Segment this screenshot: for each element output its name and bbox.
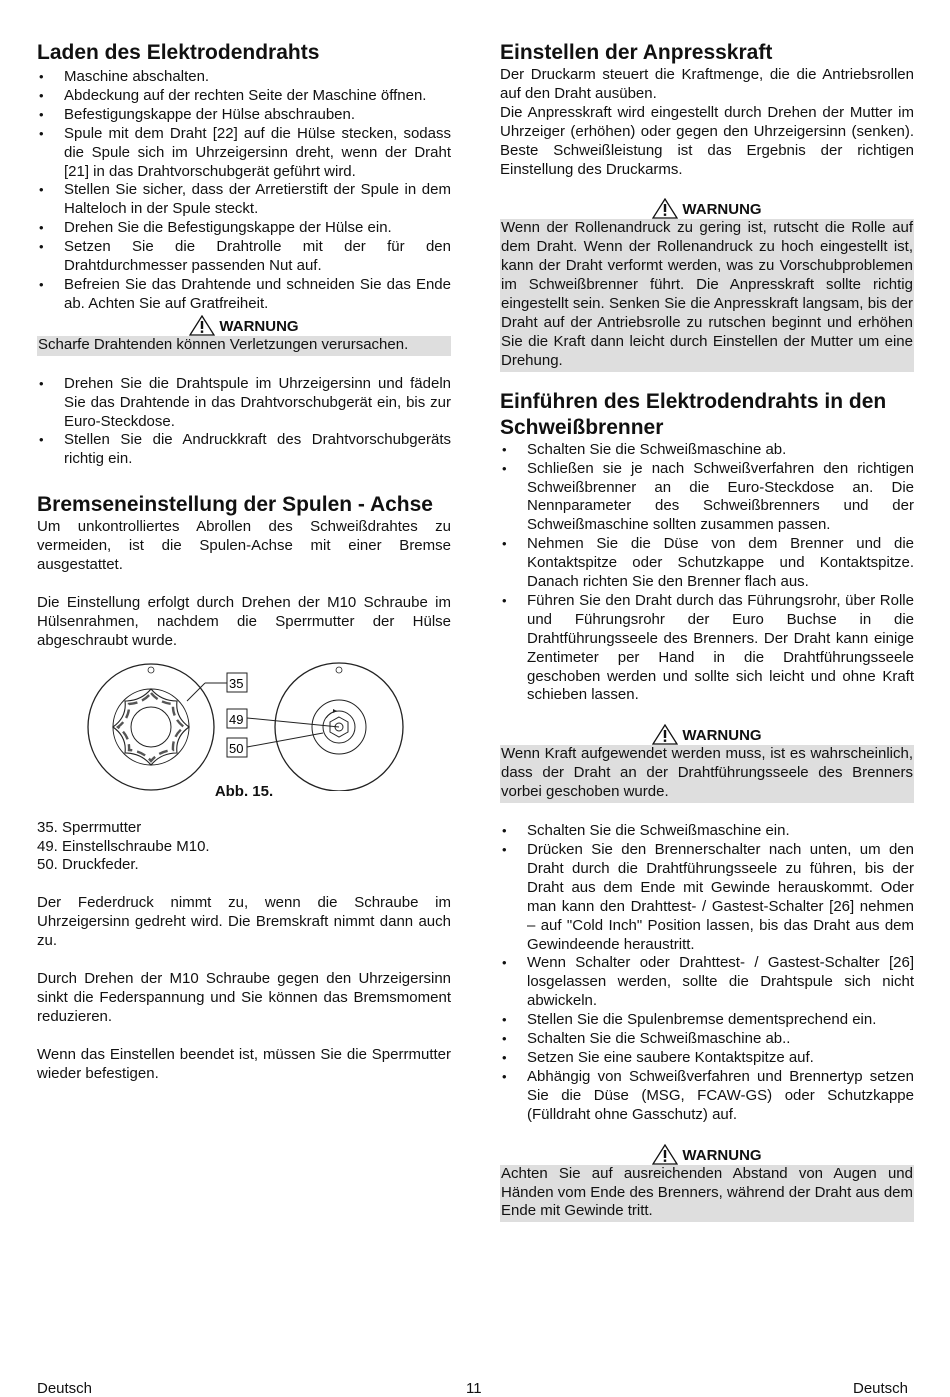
list-item: • Spule mit dem Draht [22] auf die Hülse stecken, sodass die Spule sich im Uhrzeigersinn dreht, wenn der Draht [21] in das Drahtvorschubgerät geführt wird. — [37, 125, 451, 182]
spool-brake-diagram — [37, 661, 451, 791]
list-item: • Führen Sie den Draht durch das Führungsrohr, über Rolle und Führungsrohr der Euro Buchse in die Drahtführungsseele des Brenners. Der Draht kann einige Zentimeter per Hand in die Drahtführungsseele geschoben werden und sollte sich leicht und ohne Kraft schieben lassen. — [500, 592, 914, 705]
paragraph: Die Einstellung erfolgt durch Drehen der M10 Schraube im Hülsenrahmen, nachdem die Sperrmutter der Hülse abgeschraubt wurde. — [37, 593, 451, 649]
figure-caption: Abb. 15. — [214, 782, 274, 800]
left-column — [37, 40, 451, 1084]
paragraph: Der Federdruck nimmt zu, wenn die Schraube im Uhrzeigersinn gedreht wird. Die Bremskraft nimmt dann auch zu. — [37, 894, 451, 950]
paragraph: Die Anpresskraft wird eingestellt durch Drehen der Mutter im Uhrzeiger (erhöhen) oder gegen den Uhrzeigersinn (senken). Beste Schweißleistung ist das Ergebnis der richtigen Einstellung des Druckarms. — [500, 103, 914, 178]
loading-steps-list-2 — [37, 375, 451, 470]
figure-spool-brake — [37, 661, 451, 791]
list-item: • Schalten Sie die Schweißmaschine ab.. — [500, 1030, 914, 1049]
footer-language-left: Deutsch — [37, 1380, 93, 1397]
heading-loading-wire: Laden des Elektrodendrahts — [37, 41, 320, 64]
warning-box: Scharfe Drahtenden können Verletzungen verursachen. — [37, 336, 451, 356]
list-item: • Wenn Schalter oder Drahttest- / Gastest-Schalter [26] losgelassen werden, sollte die Drahtspule sich nicht abwickeln. — [500, 954, 914, 1011]
warning-box: Achten Sie auf ausreichenden Abstand von Augen und Händen vom Ende des Brenners, während der Draht aus dem Ende mit Gewinde tritt. — [500, 1165, 914, 1223]
list-item: • Befestigungskappe der Hülse abschrauben. — [37, 106, 451, 125]
list-item: • Stellen Sie die Andruckkraft des Drahtvorschubgeräts richtig ein. — [37, 431, 451, 469]
list-item: • Setzen Sie die Drahtrolle mit der für den Drahtdurchmesser passenden Nut auf. — [37, 238, 451, 276]
list-item: • Drehen Sie die Befestigungskappe der Hülse ein. — [37, 219, 451, 238]
list-item: • Abhängig von Schweißverfahren und Brennertyp setzen Sie die Düse (MSG, FCAW-GS) oder Schutzkappe (Fülldraht ohne Gasschutz) auf. — [500, 1068, 914, 1125]
right-column — [500, 40, 914, 1222]
footer-language-right: Deutsch — [853, 1380, 909, 1397]
list-item: • Schalten Sie die Schweißmaschine ab. — [500, 441, 914, 460]
warning-label: WARNUNG — [682, 1146, 762, 1164]
list-item: • Stellen Sie die Spulenbremse dementsprechend ein. — [500, 1011, 914, 1030]
list-item: • Nehmen Sie die Düse von dem Brenner und die Kontaktspitze oder Schutzkappe und Kontaktspitze. Danach richten Sie den Brenner flach aus. — [500, 535, 914, 592]
figure-label-35: 35 — [229, 675, 244, 691]
list-item: • Drücken Sie den Brennerschalter nach unten, um den Draht durch die Drahtführungsseele zu führen, bis der Draht aus dem Ende mit Gewinde herauskommt. Oder man kann den Drahttest- / Gastest-Schalter [26] nehmen – auf "Cold Inch" Position lassen, bis das Draht aus dem Gewindeende heraustritt. — [500, 841, 914, 954]
warning-heading — [37, 314, 451, 336]
warning-box: Wenn Kraft aufgewendet werden muss, ist es wahrscheinlich, dass der Draht an der Drahtführungsseele des Brenners vorbei geschoben wurde. — [500, 745, 914, 803]
figure-label-49: 49 — [229, 711, 244, 727]
warning-heading — [500, 1143, 914, 1165]
warning-heading — [500, 723, 914, 745]
legend-item: 35. Sperrmutter — [37, 818, 142, 836]
list-item: • Schließen sie je nach Schweißverfahren den richtigen Schweißbrenner an die Euro-Steckdose an. Die Nennparameter des Schweißbrenners und der Schweißmaschine sollten zusammen passen. — [500, 460, 914, 536]
list-item: • Drehen Sie die Drahtspule im Uhrzeigersinn und fädeln Sie das Drahtende in das Drahtvorschubgerät ein, bis zur Euro-Steckdose. — [37, 375, 451, 432]
legend-item: 50. Druckfeder. — [37, 856, 139, 874]
warning-label: WARNUNG — [682, 201, 762, 219]
warning-triangle-icon — [189, 315, 215, 336]
figure-label-50: 50 — [229, 740, 244, 756]
warning-heading — [500, 197, 914, 219]
insert-steps-list — [500, 441, 914, 706]
warning-triangle-icon — [652, 724, 678, 745]
warning-triangle-icon — [652, 1144, 678, 1165]
page-number: 11 — [466, 1380, 482, 1397]
warning-box: Wenn der Rollenandruck zu gering ist, rutscht die Rolle auf dem Draht. Wenn der Rollenandruck zu hoch eingestellt ist, kann der Draht verformt werden, was zu Vorschubproblemen im Schweißbrenner führt. Die Anpresskraft sollte richtig eingestellt sein. Senken Sie die Anpresskraft langsam, bis der Draht auf der Antriebsrolle zu rutschen beginnt und erhöhen Sie die Kraft dann leicht durch Einstellen der Mutter um eine Drehung. — [500, 219, 914, 371]
heading-pressure-setting: Einstellen der Anpresskraft — [500, 41, 773, 64]
heading-insert-wire: Einführen des Elektrodendrahts in den Schweißbrenner — [500, 389, 887, 439]
list-item: • Maschine abschalten. — [37, 68, 451, 87]
legend-item: 49. Einstellschraube M10. — [37, 837, 210, 855]
paragraph: Der Druckarm steuert die Kraftmenge, die die Antriebsrollen auf den Draht ausüben. — [500, 66, 914, 102]
list-item: • Setzen Sie eine saubere Kontaktspitze auf. — [500, 1049, 914, 1068]
warning-label: WARNUNG — [682, 727, 762, 745]
paragraph: Wenn das Einstellen beendet ist, müssen Sie die Sperrmutter wieder befestigen. — [37, 1045, 451, 1082]
list-item: • Abdeckung auf der rechten Seite der Maschine öffnen. — [37, 87, 451, 106]
paragraph: Um unkontrolliertes Abrollen des Schweißdrahtes zu vermeiden, ist die Spulen-Achse mit einer Bremse ausgestattet. — [37, 518, 451, 574]
figure-legend — [37, 819, 451, 876]
loading-steps-list — [37, 68, 451, 314]
insert-steps-list-2 — [500, 822, 914, 1125]
list-item: • Schalten Sie die Schweißmaschine ein. — [500, 822, 914, 841]
paragraph: Durch Drehen der M10 Schraube gegen den Uhrzeigersinn sinkt die Federspannung und Sie können das Bremsmoment reduzieren. — [37, 970, 451, 1025]
warning-triangle-icon — [652, 198, 678, 219]
list-item: • Befreien Sie das Drahtende und schneiden Sie das Ende ab. Achten Sie auf Gratfreiheit. — [37, 276, 451, 314]
warning-label: WARNUNG — [219, 317, 299, 335]
list-item: • Stellen Sie sicher, dass der Arretierstift der Spule in dem Halteloch in der Spule steckt. — [37, 181, 451, 219]
heading-brake-setting: Bremseneinstellung der Spulen - Achse — [37, 493, 433, 517]
